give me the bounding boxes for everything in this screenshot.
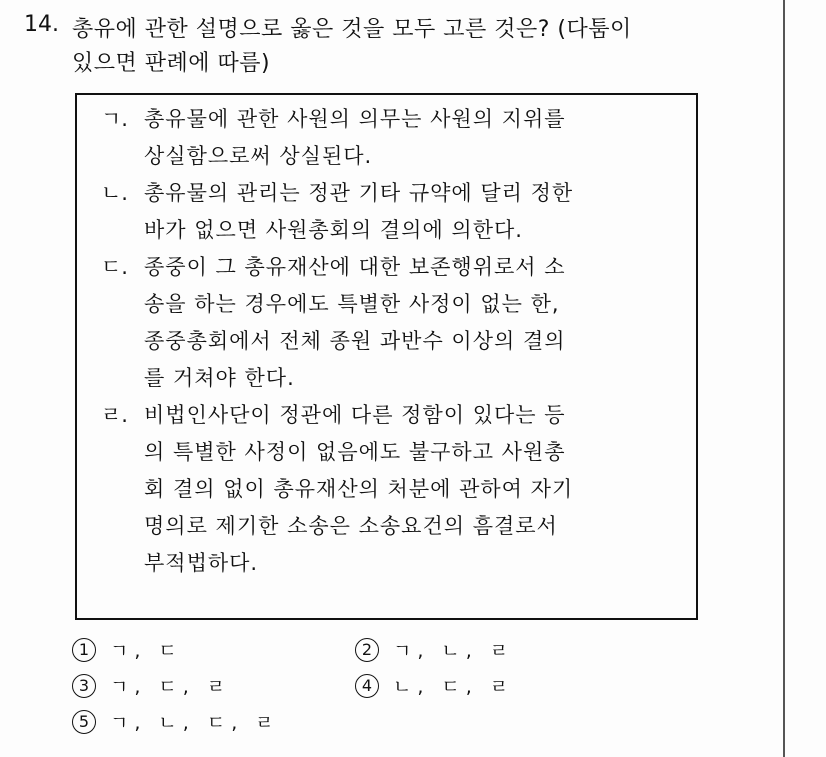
choice-number-5: 5 (72, 710, 96, 734)
choice-4[interactable] (355, 672, 514, 699)
statement-c-line-1: 종중이 그 총유재산에 대한 보존행위로서 소 (144, 255, 566, 279)
statement-c-line-3: 종중총회에서 전체 종원 과반수 이상의 결의 (144, 329, 566, 353)
column-divider (783, 0, 785, 757)
statement-marker-c: ㄷ. (101, 255, 128, 279)
choice-number-2: 2 (355, 638, 379, 662)
statement-d-line-1: 비법인사단이 정관에 다른 정함이 있다는 등 (144, 403, 566, 427)
statement-marker-b: ㄴ. (101, 181, 128, 205)
choice-1[interactable] (72, 636, 183, 663)
statement-b-line-1: 총유물의 관리는 정관 기타 규약에 달리 정한 (144, 181, 574, 205)
choice-text-4: ㄴ, ㄷ, ㄹ (393, 676, 515, 698)
choice-5[interactable] (72, 708, 280, 735)
choice-number-1: 1 (72, 638, 96, 662)
statement-d-line-2: 의 특별한 사정이 없음에도 불구하고 사원총 (144, 440, 566, 464)
statement-a-line-2: 상실함으로써 상실된다. (144, 144, 373, 168)
statement-b-line-2: 바가 없으면 사원총회의 결의에 의한다. (144, 218, 523, 242)
choice-text-3: ㄱ, ㄷ, ㄹ (110, 676, 232, 698)
statement-c-line-4: 를 거쳐야 한다. (144, 366, 295, 390)
statement-d-line-4: 명의로 제기한 소송은 소송요건의 흠결로서 (144, 514, 558, 538)
question-text-line-1: 총유에 관한 설명으로 옳은 것을 모두 고른 것은? (다툼이 (72, 17, 632, 42)
statement-marker-d: ㄹ. (101, 403, 128, 427)
choice-number-3: 3 (72, 674, 96, 698)
question-number: 14. (24, 12, 59, 37)
statement-box (75, 93, 698, 620)
choice-number-4: 4 (355, 674, 379, 698)
statement-c-line-2: 송을 하는 경우에도 특별한 사정이 없는 한, (144, 292, 560, 316)
choice-3[interactable] (72, 672, 231, 699)
choice-text-5: ㄱ, ㄴ, ㄷ, ㄹ (110, 712, 280, 734)
statement-a-line-1: 총유물에 관한 사원의 의무는 사원의 지위를 (144, 107, 566, 131)
question-text-line-2: 있으면 판례에 따름) (72, 51, 271, 76)
statement-d-line-5: 부적법하다. (144, 551, 259, 575)
statement-marker-a: ㄱ. (101, 107, 128, 131)
choice-2[interactable] (355, 636, 514, 663)
statement-d-line-3: 회 결의 없이 총유재산의 처분에 관하여 자기 (144, 477, 574, 501)
choice-text-1: ㄱ, ㄷ (110, 640, 183, 662)
choice-text-2: ㄱ, ㄴ, ㄹ (393, 640, 515, 662)
